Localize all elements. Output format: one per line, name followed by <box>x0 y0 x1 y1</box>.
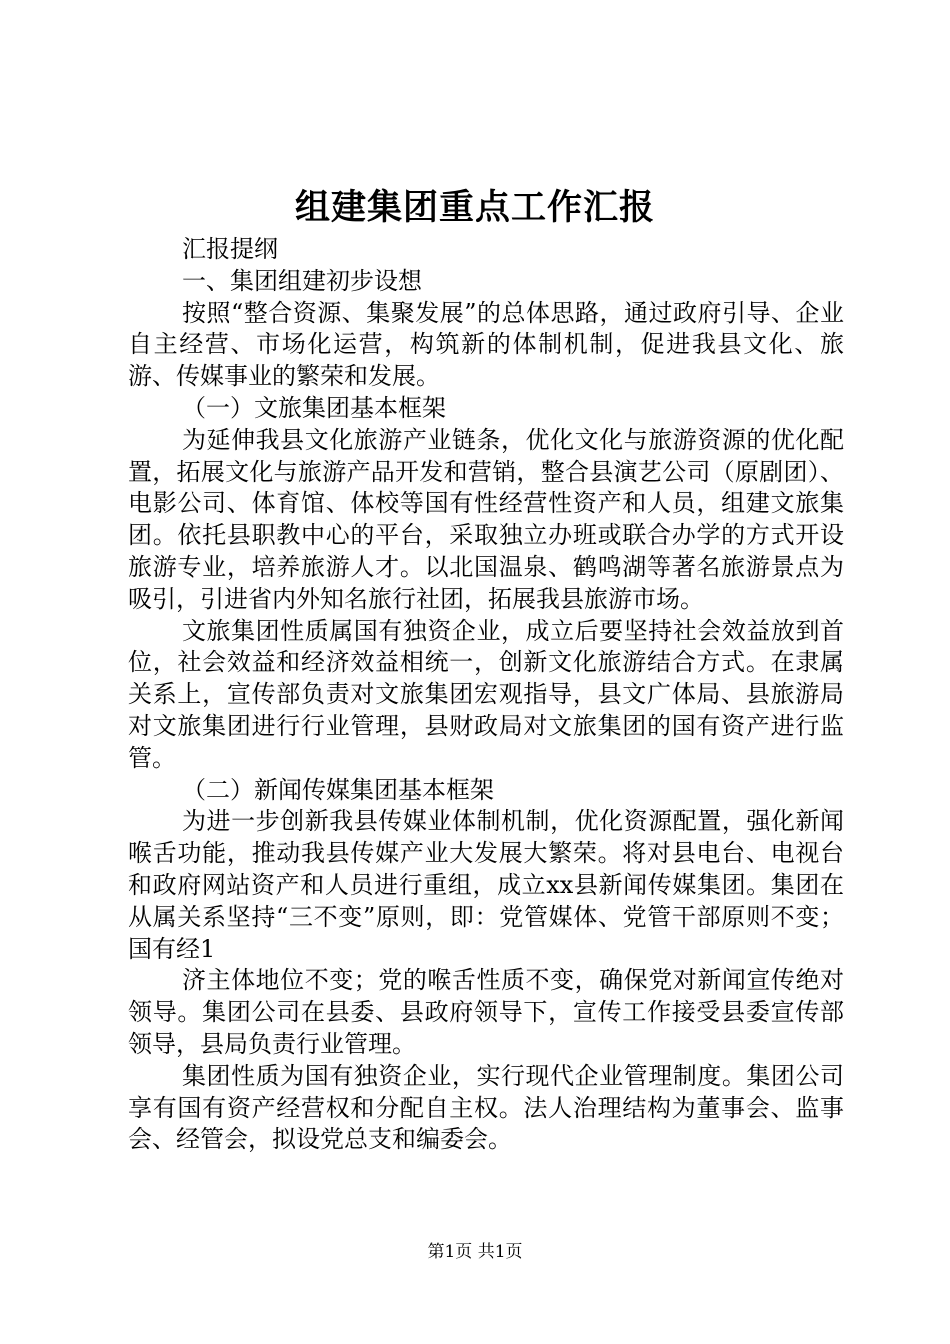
document-title: 组建集团重点工作汇报 <box>294 187 655 228</box>
paragraph-media-2: 济主体地位不变；党的喉舌性质不变，确保党对新闻宣传绝对领导。集团公司在县委、县政府领导下，宣传工作接受县委宣传部领导，县局负责行业管理。 <box>128 966 844 1058</box>
paragraph-media-1: 为进一步创新我县传媒业体制机制，优化资源配置，强化新闻喉舌功能，推动我县传媒产业大发展大繁荣。将对县电台、电视台和政府网站资产和人员进行重组，成立xx县新闻传媒集团。集团在从属关系坚持“三不变”原则，即：党管媒体、党管干部原则不变；国有经1 <box>128 807 844 963</box>
document-body <box>128 234 844 1156</box>
section-heading-1: 一、集团组建初步设想 <box>182 266 422 295</box>
subsection-heading-2: （二）新闻传媒集团基本框架 <box>182 775 494 804</box>
paragraph-culture-tourism-2: 文旅集团性质属国有独资企业，成立后要坚持社会效益放到首位，社会效益和经济效益相统一，创新文化旅游结合方式。在隶属关系上，宣传部负责对文旅集团宏观指导，县文广体局、县旅游局对文旅集团进行行业管理，县财政局对文旅集团的国有资产进行监管。 <box>128 616 844 772</box>
paragraph-media-3: 集团性质为国有独资企业，实行现代企业管理制度。集团公司享有国有资产经营权和分配自主权。法人治理结构为董事会、监事会、经管会，拟设党总支和编委会。 <box>128 1061 844 1154</box>
outline-heading: 汇报提纲 <box>182 235 278 263</box>
paragraph-culture-tourism-1: 为延伸我县文化旅游产业链条，优化文化与旅游资源的优化配置，拓展文化与旅游产品开发和营销，整合县演艺公司（原剧团）、电影公司、体育馆、体校等国有性经营性资产和人员，组建文旅集团。依托县职教中心的平台，采取独立办班或联合办学的方式开设旅游专业，培养旅游人才。以北国温泉、鹤鸣湖等著名旅游景点为吸引，引进省内外知名旅行社团，拓展我县旅游市场。 <box>128 425 844 613</box>
page-footer: 第1页 共1页 <box>427 1242 523 1262</box>
subsection-heading-1: （一）文旅集团基本框架 <box>182 393 446 422</box>
paragraph-intro: 按照“整合资源、集聚发展”的总体思路，通过政府引导、企业自主经营、市场化运营，构筑新的体制机制，促进我县文化、旅游、传媒事业的繁荣和发展。 <box>128 298 844 391</box>
